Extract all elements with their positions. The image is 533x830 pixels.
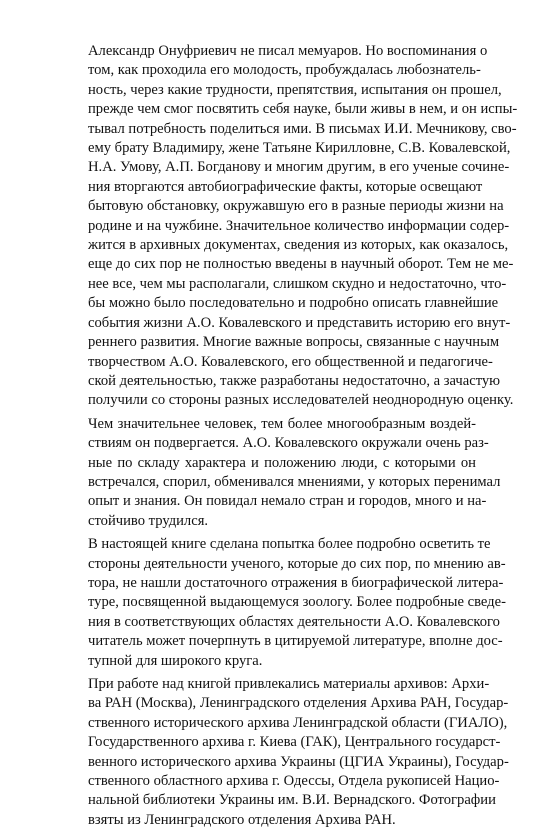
- text-line: встречался, спорил, обменивался мнениями, у которых перенимал: [88, 473, 501, 490]
- text-line: еще до сих пор не полностью введены в научный оборот. Тем не ме-: [88, 256, 514, 273]
- text-line: тора, не нашли достаточного отражения в биографической литера-: [88, 574, 504, 591]
- text-line: В настоящей книге сделана попытка более подробно осветить те: [88, 536, 491, 553]
- text-line: творчеством А.О. Ковалевского, его общественной и педагогиче-: [88, 353, 493, 370]
- paragraph-2: [60, 415, 501, 531]
- text-line: ные по складу характера и положению люди, с которыми он: [88, 454, 476, 471]
- text-line: нее все, чем мы располагали, слишком скудно и недостаточно, что-: [88, 275, 507, 292]
- text-line: читатель может почерпнуть в цитируемой литературе, вполне дос-: [88, 633, 503, 650]
- text-line: Чем значительнее человек, тем более многообразным воздей-: [88, 415, 476, 432]
- text-line: ния в соответствующих областях деятельности А.О. Ковалевского: [88, 613, 500, 630]
- page-text: [60, 42, 518, 830]
- text-line: При работе над книгой привлекались материалы архивов: Архи-: [88, 676, 490, 692]
- text-line: прежде чем смог посвятить себя науке, были живы в нем, и он испы-: [88, 101, 518, 118]
- text-line: ему брату Владимиру, жене Татьяне Кирилловне, С.В. Ковалевской,: [88, 140, 511, 157]
- text-line: туре, посвященной выдающемуся зоологу. Более подробные сведе-: [88, 594, 506, 611]
- text-line: Александр Онуфриевич не писал мемуаров. Но воспоминания о: [88, 43, 488, 59]
- text-line: стороны деятельности ученого, которые до сих пор, по мнению ав-: [88, 555, 506, 572]
- text-line: реннего развития. Многие важные вопросы, связанные с научным: [88, 334, 500, 351]
- text-line: том, как проходила его молодость, пробуждалась любознатель-: [88, 62, 481, 79]
- text-line: ской деятельностью, также разработаны недостаточно, а зачастую: [88, 372, 501, 389]
- text-line: бытовую обстановку, окружавшую его в разные периоды жизни на: [88, 198, 504, 215]
- text-line: тупной для широкого круга.: [88, 652, 263, 669]
- paragraph-4: [60, 675, 509, 830]
- paragraph-1: [60, 42, 518, 411]
- text-line: Государственного архива г. Киева (ГАК), Центрального государст-: [88, 734, 501, 751]
- text-line: Н.А. Умову, А.П. Богданову и многим другим, в его ученые сочине-: [88, 159, 510, 176]
- text-line: жится в архивных документах, сведения из которых, как оказалось,: [88, 237, 509, 254]
- text-line: родине и на чужбине. Значительное количество информации содер-: [88, 217, 510, 234]
- text-line: ность, через какие трудности, препятствия, испытания он прошел,: [88, 81, 502, 98]
- text-line: ния вторгаются автобиографические факты, которые освещают: [88, 178, 483, 195]
- text-line: стойчиво трудился.: [88, 512, 209, 529]
- text-line: бы можно было последовательно и подробно описать главнейшие: [88, 295, 499, 312]
- text-line: ва РАН (Москва), Ленинградского отделения Архива РАН, Государ-: [88, 695, 509, 712]
- text-line: события жизни А.О. Ковалевского и представить историю его внут-: [88, 314, 511, 331]
- text-line: получили со стороны разных исследователей неоднородную оценку.: [88, 392, 514, 409]
- text-line: венного исторического архива Украины (ЦГИА Украины), Государ-: [88, 753, 509, 770]
- text-line: опыт и знания. Он повидал немало стран и городов, много и на-: [88, 493, 487, 510]
- text-line: тывал потребность поделиться ими. В письмах И.И. Мечникову, сво-: [88, 120, 517, 137]
- text-line: нальной библиотеки Украины им. В.И. Вернадского. Фотографии: [88, 792, 496, 809]
- text-line: ственного областного архива г. Одессы, Отдела рукописей Нацио-: [88, 773, 500, 790]
- text-line: ственного исторического архива Ленинградской области (ГИАЛО),: [88, 714, 508, 731]
- text-line: ствиям он подвергается. А.О. Ковалевского окружали очень раз-: [88, 435, 489, 452]
- paragraph-3: [60, 535, 506, 671]
- text-line: взяты из Ленинградского отделения Архива РАН.: [88, 811, 396, 828]
